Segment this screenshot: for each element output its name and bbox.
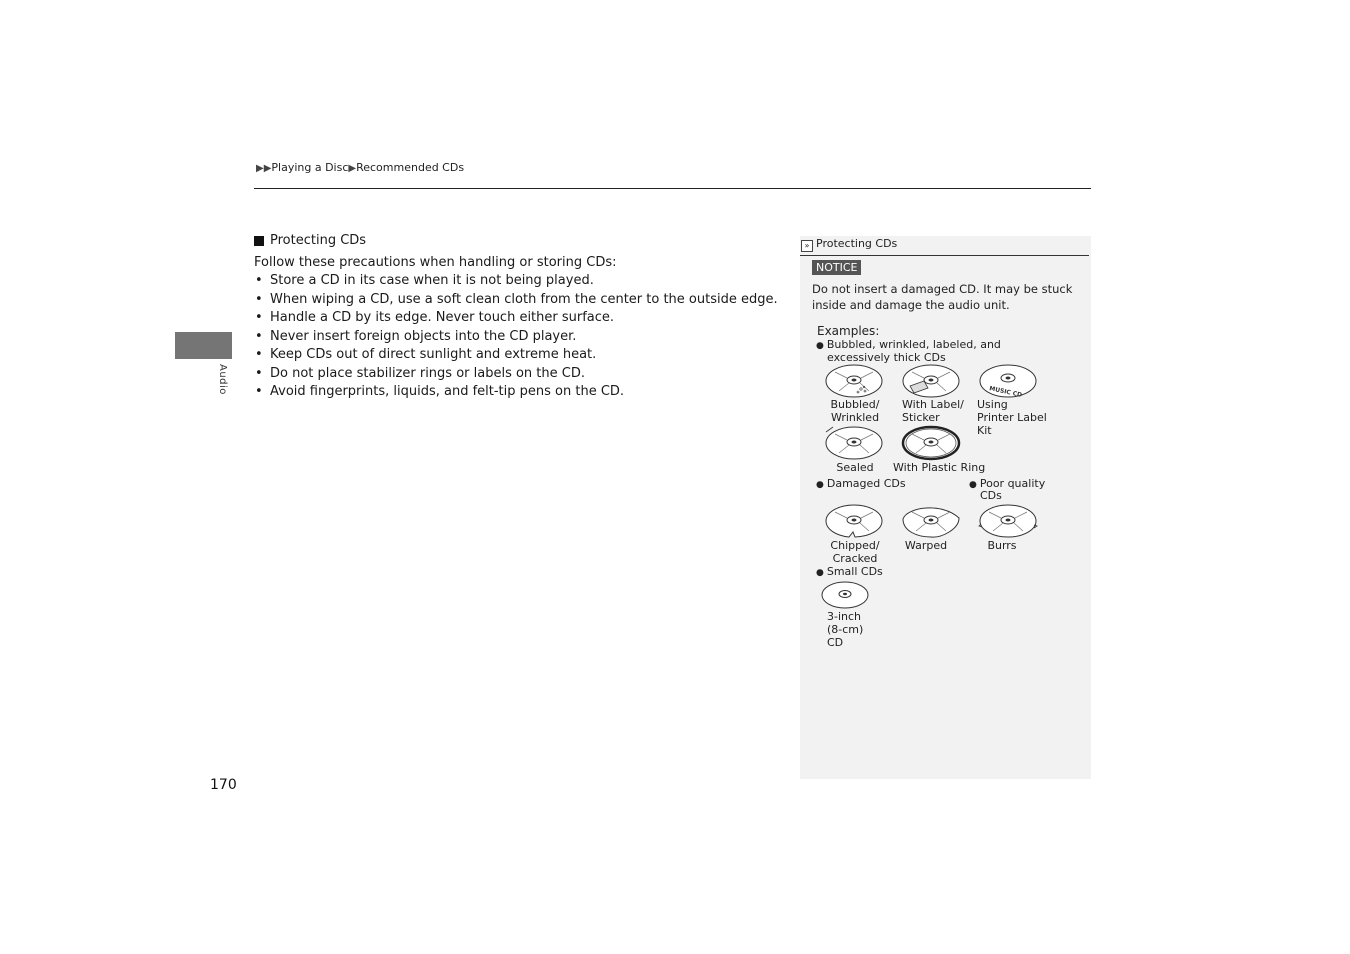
bullet-icon: ● — [969, 480, 977, 490]
bullet-icon: • — [255, 347, 263, 362]
caption-label: With Label/ Sticker — [902, 398, 964, 424]
caption-plastic-ring: With Plastic Ring — [893, 461, 986, 474]
bullet-icon: ● — [816, 480, 824, 490]
notice-text: Do not insert a damaged CD. It may be stuck inside and damage the audio unit. — [812, 282, 1073, 312]
caption-bubbled: Bubbled/ Wrinkled — [830, 398, 880, 424]
disc-label-text: MUSIC CD — [988, 385, 1023, 399]
sidebar-note — [800, 236, 1091, 779]
list-item: • When wiping a CD, use a soft clean cloth from the center to the outside edge. — [254, 291, 784, 310]
labeled-cd-icon — [902, 364, 960, 398]
list-item: • Never insert foreign objects into the CD player. — [254, 328, 784, 347]
printer-label-cd-icon — [979, 364, 1037, 398]
bubbled-cd-icon — [825, 364, 883, 398]
section-title: Protecting CDs — [270, 233, 367, 248]
chapter-tab-label: Audio — [217, 364, 228, 395]
page-number: 170 — [210, 777, 237, 793]
sealed-cd-icon — [825, 426, 883, 460]
bullet-icon: • — [255, 291, 263, 307]
main-content — [254, 232, 784, 402]
bullet-icon: • — [255, 273, 263, 288]
sidebar-heading — [801, 237, 897, 252]
bullet-icon: • — [255, 384, 263, 399]
intro-text: Follow these precautions when handling or storing CDs: — [254, 254, 617, 270]
notice-badge: NOTICE — [812, 260, 861, 275]
group-label-poor-quality-cont: CDs — [980, 489, 1002, 502]
bullet-icon: ● — [816, 568, 824, 578]
precaution-list — [254, 272, 784, 402]
chipped-cd-icon — [825, 504, 883, 538]
breadcrumb — [256, 161, 464, 174]
header-divider — [254, 188, 1091, 189]
list-item: • Store a CD in its case when it is not being played. — [254, 272, 784, 291]
warped-cd-icon — [902, 504, 960, 538]
section-heading — [254, 232, 784, 251]
group-label-small: ● Small CDs — [816, 565, 883, 578]
bullet-icon: • — [255, 365, 263, 381]
group-label-bubbled-cont: excessively thick CDs — [827, 351, 946, 364]
burrs-cd-icon — [979, 504, 1037, 538]
examples-heading: Examples: — [817, 324, 880, 338]
reference-arrow-icon: » — [801, 240, 813, 252]
breadcrumb-item-recommended-cds[interactable]: Recommended CDs — [356, 161, 465, 174]
group-label-poor-quality: ● Poor quality — [969, 477, 1046, 490]
bullet-icon: • — [255, 328, 263, 344]
caption-3-inch: 3-inch (8-cm) CD — [827, 610, 864, 649]
caption-sealed: Sealed — [836, 461, 874, 474]
list-item: • Avoid fingerprints, liquids, and felt-tip pens on the CD. — [254, 383, 784, 402]
bullet-icon: ● — [816, 341, 824, 351]
list-item: • Handle a CD by its edge. Never touch either surface. — [254, 309, 784, 328]
list-item: • Keep CDs out of direct sunlight and extreme heat. — [254, 346, 784, 365]
plastic-ring-cd-icon — [902, 426, 960, 460]
sidebar-title[interactable]: Protecting CDs — [816, 237, 898, 250]
sidebar-divider — [800, 255, 1089, 256]
list-item: • Do not place stabilizer rings or labels on the CD. — [254, 365, 784, 384]
chapter-tab[interactable] — [175, 332, 232, 359]
square-bullet-icon — [254, 236, 264, 246]
bullet-icon: • — [255, 310, 263, 325]
caption-printer: Using Printer Label Kit — [977, 398, 1047, 437]
caption-warped: Warped — [904, 539, 948, 552]
group-label-bubbled: ● Bubbled, wrinkled, labeled, and — [816, 338, 1001, 351]
caption-burrs: Burrs — [987, 539, 1017, 552]
breadcrumb-arrow-icon: ▶▶ — [256, 163, 272, 174]
breadcrumb-item-playing-a-disc[interactable]: Playing a Disc — [271, 161, 349, 174]
breadcrumb-arrow-icon: ▶ — [348, 163, 357, 174]
caption-chipped: Chipped/ Cracked — [830, 539, 880, 565]
small-cd-icon — [821, 581, 869, 609]
group-label-damaged: ● Damaged CDs — [816, 477, 906, 490]
